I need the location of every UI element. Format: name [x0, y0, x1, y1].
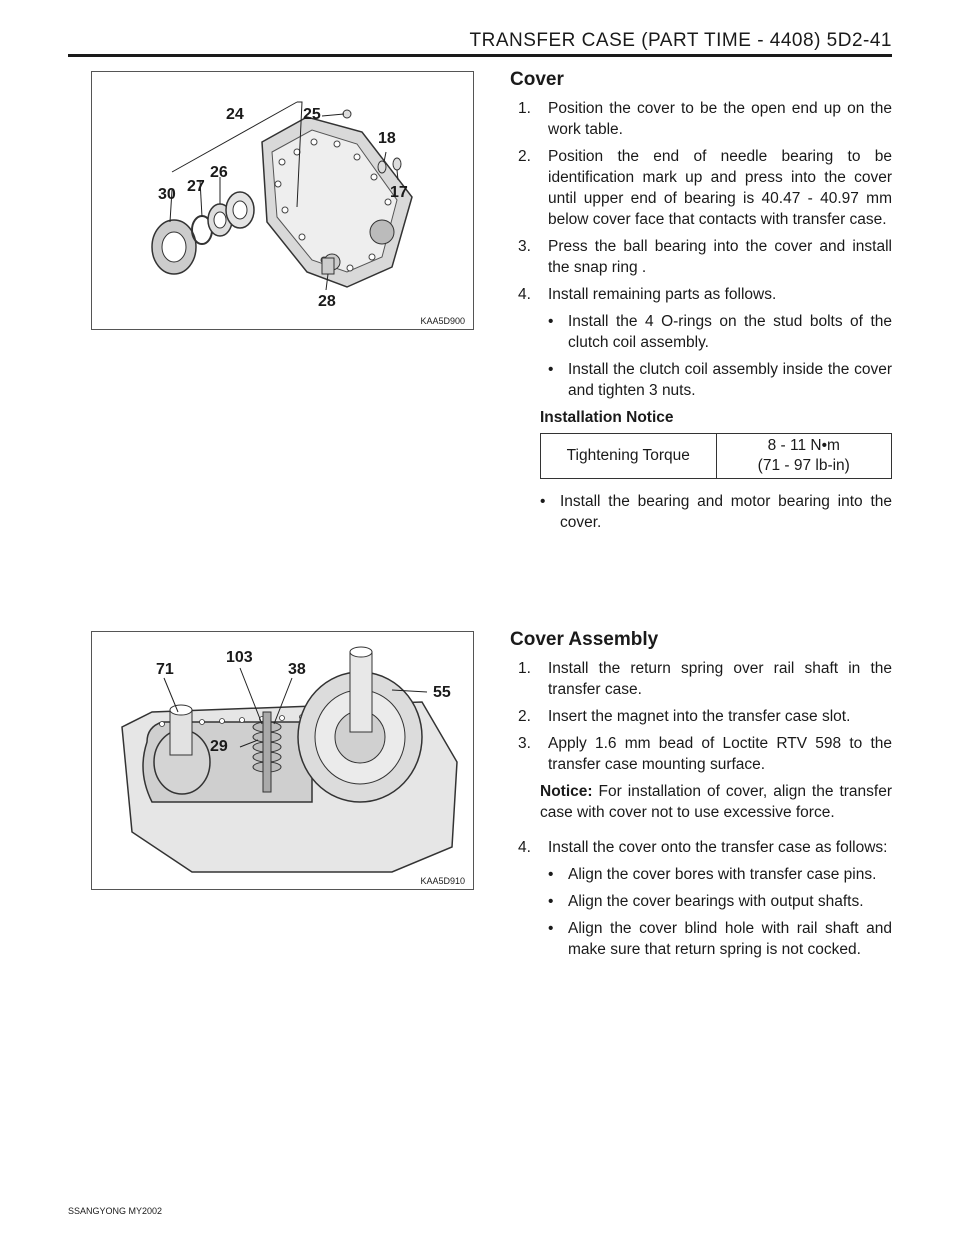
callout-27: 27 [187, 178, 205, 195]
step [510, 236, 892, 278]
figure-cover-exploded [91, 71, 474, 330]
step-text: Position the end of needle bearing to be identification mark up and press into the cover until upper end of bearing is 40.47 - 40.97 mm below cover face that contacts with transfer case. [548, 148, 892, 228]
torque-value-metric: 8 - 11 N•m [767, 437, 840, 454]
figure-cover-assembly [91, 631, 474, 890]
bullet-text: Install the clutch coil assembly inside the cover and tighten 3 nuts. [568, 361, 892, 399]
bullet-icon: • [548, 361, 554, 378]
cover-exploded-illustration [92, 72, 473, 329]
step-text: Position the cover to be the open end up on the work table. [548, 100, 892, 138]
step-number: 4. [518, 839, 531, 856]
bullet-icon: • [548, 920, 554, 937]
step [510, 706, 892, 727]
notice-label: Notice: [540, 783, 593, 800]
bullet-item [510, 864, 892, 885]
figure-code: KAA5D910 [420, 876, 465, 886]
cover-assembly-illustration [92, 632, 473, 889]
callout-25: 25 [303, 106, 321, 123]
notice-text: For installation of cover, align the transfer case with cover not to use excessive force. [540, 783, 892, 821]
torque-value-imperial: (71 - 97 lb-in) [757, 457, 850, 474]
callout-18: 18 [378, 130, 396, 147]
step [510, 146, 892, 230]
torque-table [540, 433, 892, 479]
step-text: Install the cover onto the transfer case as follows: [548, 839, 888, 856]
step-number: 2. [518, 148, 531, 165]
bullet-item [510, 918, 892, 960]
step-number: 3. [518, 238, 531, 255]
step-text: Install the return spring over rail shaft in the transfer case. [548, 660, 892, 698]
step [510, 658, 892, 700]
step-text: Insert the magnet into the transfer case slot. [548, 708, 851, 725]
step-number: 1. [518, 660, 531, 677]
step-number: 3. [518, 735, 531, 752]
bullet-text: Align the cover bearings with output shafts. [568, 893, 864, 910]
bullet-icon: • [540, 493, 546, 510]
section-cover-assembly [510, 629, 892, 966]
step-number: 4. [518, 286, 531, 303]
callout-17: 17 [390, 184, 408, 201]
callout-30: 30 [158, 186, 176, 203]
step [510, 284, 892, 305]
installation-notice-title: Installation Notice [540, 409, 674, 426]
callout-24: 24 [226, 106, 244, 123]
bullet-text: Align the cover bores with transfer case pins. [568, 866, 877, 883]
page-header: TRANSFER CASE (PART TIME - 4408) 5D2-41 [469, 30, 892, 51]
step-text: Press the ball bearing into the cover and install the snap ring . [548, 238, 892, 276]
bullet-icon: • [548, 866, 554, 883]
section-cover [510, 69, 892, 539]
torque-value [716, 434, 892, 479]
callout-38: 38 [288, 661, 306, 678]
callout-28: 28 [318, 293, 336, 310]
section-title: Cover Assembly [510, 629, 659, 650]
bullet-item [510, 359, 892, 401]
bullet-item [510, 311, 892, 353]
header-rule [68, 54, 892, 57]
torque-label: Tightening Torque [541, 434, 717, 479]
notice [510, 781, 892, 823]
callout-55: 55 [433, 684, 451, 701]
bullet-item [510, 891, 892, 912]
step-number: 1. [518, 100, 531, 117]
page-footer: SSANGYONG MY2002 [68, 1206, 163, 1216]
bullet-text: Install the bearing and motor bearing into the cover. [560, 493, 892, 531]
callout-103: 103 [226, 649, 253, 666]
step [510, 837, 892, 858]
bullet-icon: • [548, 893, 554, 910]
figure-code: KAA5D900 [420, 316, 465, 326]
bullet-icon: • [548, 313, 554, 330]
section-title: Cover [510, 69, 564, 90]
step [510, 98, 892, 140]
bullet-item [510, 491, 892, 533]
bullet-text: Install the 4 O-rings on the stud bolts of the clutch coil assembly. [568, 313, 892, 351]
step-text: Apply 1.6 mm bead of Loctite RTV 598 to the transfer case mounting surface. [548, 735, 892, 773]
step-number: 2. [518, 708, 531, 725]
step [510, 733, 892, 775]
callout-29: 29 [210, 738, 228, 755]
callout-71: 71 [156, 661, 174, 678]
step-text: Install remaining parts as follows. [548, 286, 777, 303]
callout-26: 26 [210, 164, 228, 181]
bullet-text: Align the cover blind hole with rail shaft and make sure that return spring is not cocked. [568, 920, 892, 958]
